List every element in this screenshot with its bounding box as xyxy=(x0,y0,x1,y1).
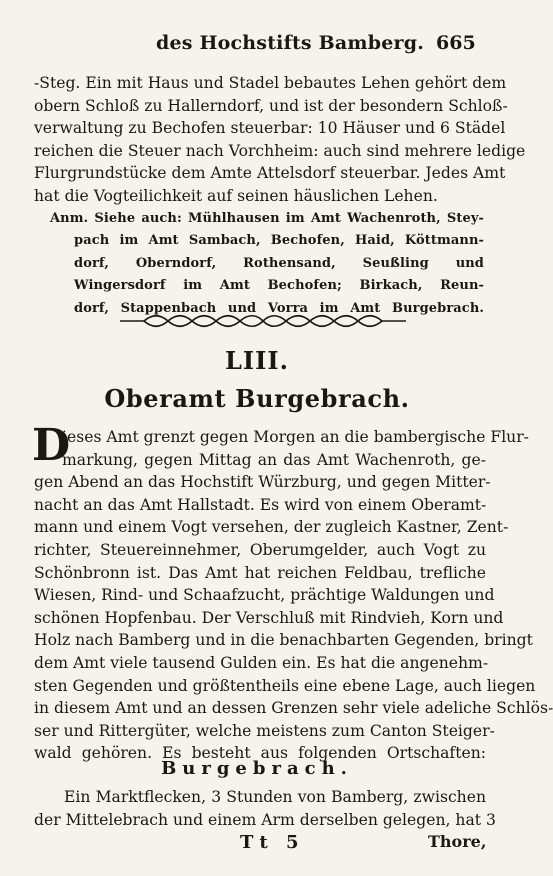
text-line: markung, gegen Mittag an das Amt Wachenroth, ge- xyxy=(62,450,486,469)
chapter-title: Oberamt Burgebrach. xyxy=(104,384,410,413)
signature-mark: Tt 5 xyxy=(240,832,305,853)
place-heading: Burgebrach. xyxy=(161,758,353,779)
note-line: dorf, Oberndorf, Rothensand, Seußling und xyxy=(74,255,484,271)
running-head: des Hochstifts Bamberg. xyxy=(156,32,425,54)
note-line: Wingersdorf im Amt Bechofen; Birkach, Reun- xyxy=(74,278,484,294)
text-line: der Mittelebrach und einem Arm derselben gelegen, hat 3 xyxy=(34,810,496,829)
text-line: in diesem Amt und an dessen Grenzen sehr viele adeliche Schlös- xyxy=(34,699,553,718)
paragraph-burgebrach xyxy=(34,786,496,831)
note-line: Anm. Siehe auch: Mühlhausen im Amt Wachenroth, Stey- xyxy=(50,211,484,226)
note-line: pach im Amt Sambach, Bechofen, Haid, Köttmann- xyxy=(74,233,484,249)
text-line: Flurgrundstücke dem Amte Attelsdorf steuerbar. Jedes Amt xyxy=(34,164,506,183)
text-line: Ein Marktflecken, 3 Stunden von Bamberg, zwischen xyxy=(64,788,486,806)
text-line: wald gehören. Es besteht aus folgenden Ortschaften: xyxy=(34,744,486,763)
text-line: ser und Rittergüter, welche meistens zum Canton Steiger- xyxy=(34,721,495,740)
text-line: Holz nach Bamberg und in die benachbarten Gegenden, bringt xyxy=(34,631,533,650)
ornamental-divider xyxy=(118,312,408,330)
text-line: Schönbronn ist. Das Amt hat reichen Feldbau, trefliche xyxy=(34,563,486,582)
text-line: gen Abend an das Hochstift Würzburg, und gegen Mitter- xyxy=(34,473,491,492)
paragraph-oberamt xyxy=(32,420,553,765)
text-line: mann und einem Vogt versehen, der zugleich Kastner, Zent- xyxy=(34,518,509,537)
text-line: hat die Vogteilichkeit auf seinen häuslichen Lehen. xyxy=(34,186,438,205)
text-line: ieses Amt grenzt gegen Morgen an die bambergische Flur- xyxy=(62,428,529,446)
annotation-note xyxy=(44,208,484,320)
chapter-number: LIII. xyxy=(225,346,289,375)
text-line: dem Amt viele tausend Gulden ein. Es hat die angenehm- xyxy=(34,653,489,672)
page-number: 665 xyxy=(436,32,476,54)
text-line: sten Gegenden und größtentheils eine ebene Lage, auch liegen xyxy=(34,676,536,695)
note-line: dorf, Stappenbach und Vorra im Amt Burgebrach. xyxy=(74,300,484,316)
drop-cap: D xyxy=(32,420,71,471)
text-line: obern Schloß zu Hallerndorf, und ist der besondern Schloß- xyxy=(34,96,508,115)
text-line: -Steg. Ein mit Haus und Stadel bebautes Lehen gehört dem xyxy=(34,74,507,92)
text-line: schönen Hopfenbau. Der Verschluß mit Rindvieh, Korn und xyxy=(34,608,504,627)
text-line: verwaltung zu Bechofen steuerbar: 10 Häuser und 6 Städel xyxy=(34,119,506,138)
paragraph-steg xyxy=(34,72,526,208)
text-line: nacht an das Amt Hallstadt. Es wird von einem Oberamt- xyxy=(34,495,487,514)
page-header xyxy=(0,30,514,60)
text-line: richter, Steuereinnehmer, Oberumgelder, auch Vogt zu xyxy=(34,540,486,559)
text-line: reichen die Steuer nach Vorchheim: auch sind mehrere ledige xyxy=(34,141,526,160)
text-line: Wiesen, Rind- und Schaafzucht, prächtige Waldungen und xyxy=(34,586,495,605)
catchword: Thore, xyxy=(428,832,487,851)
